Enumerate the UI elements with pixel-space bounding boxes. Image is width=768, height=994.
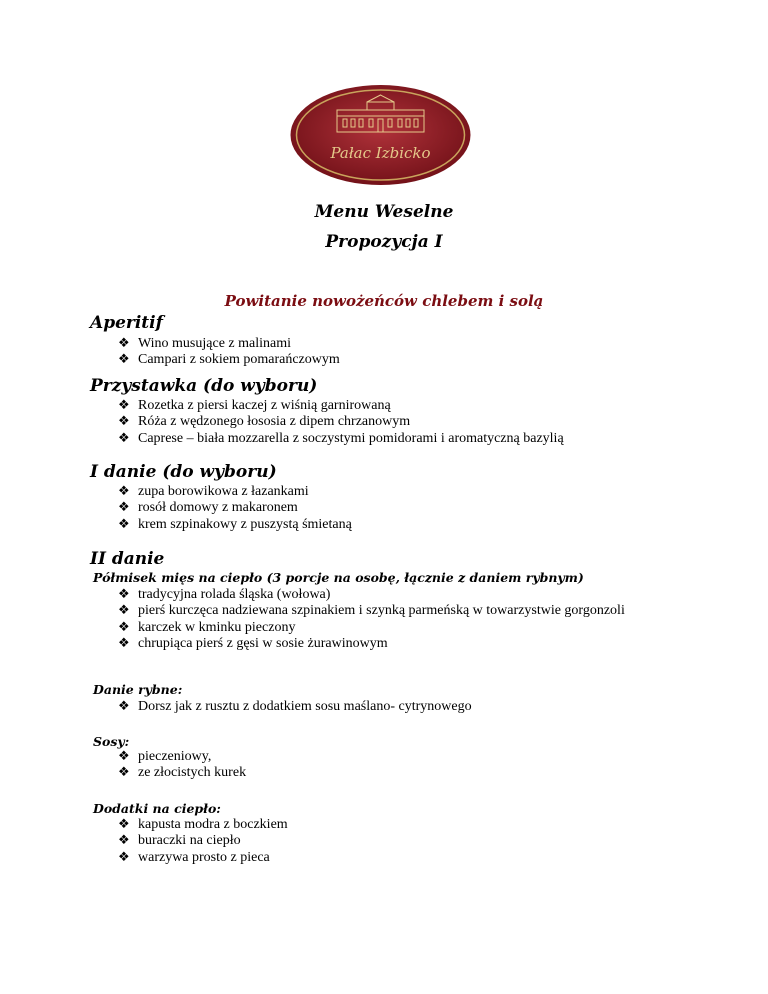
diamond-bullet-icon: ❖ <box>118 699 130 714</box>
diamond-bullet-icon: ❖ <box>118 817 130 832</box>
subheading-sides: Dodatki na ciepło: <box>93 801 221 816</box>
list-item: ❖ zupa borowikowa z łazankami <box>118 484 309 499</box>
list-item: ❖ rosół domowy z makaronem <box>118 500 298 516</box>
list-item: ❖ Campari z sokiem pomarańczowym <box>118 352 340 368</box>
section-heading-second-course: II danie <box>90 549 165 569</box>
sauces-list <box>118 749 658 782</box>
page-title: Menu Weselne <box>314 202 454 222</box>
list-item: ❖ pierś kurczęca nadziewana szpinakiem i szynką parmeńską w towarzystwie gorgonzoli <box>118 603 625 619</box>
diamond-bullet-icon: ❖ <box>118 352 130 368</box>
list-item: ❖ pieczeniowy, <box>118 749 212 764</box>
fish-list <box>118 699 658 715</box>
diamond-bullet-icon: ❖ <box>118 765 130 781</box>
diamond-bullet-icon: ❖ <box>118 636 130 652</box>
diamond-bullet-icon: ❖ <box>118 484 130 499</box>
list-item: ❖ warzywa prosto z pieca <box>118 849 270 865</box>
welcome-line: Powitanie nowożeńców chlebem i solą <box>224 292 544 310</box>
list-item: ❖ krem szpinakowy z puszystą śmietaną <box>118 516 352 532</box>
list-item: ❖ kapusta modra z boczkiem <box>118 817 288 832</box>
diamond-bullet-icon: ❖ <box>118 336 130 351</box>
diamond-bullet-icon: ❖ <box>118 849 130 865</box>
diamond-bullet-icon: ❖ <box>118 603 130 619</box>
subheading-sauces: Sosy: <box>93 734 130 749</box>
list-item: ❖ Wino musujące z malinami <box>118 336 292 351</box>
list-item: ❖ Róża z wędzonego łososia z dipem chrzanowym <box>118 414 411 430</box>
diamond-bullet-icon: ❖ <box>118 833 130 849</box>
diamond-bullet-icon: ❖ <box>118 749 130 764</box>
first-course-list <box>118 484 658 533</box>
sides-list <box>118 817 658 866</box>
section-heading-first-course: I danie (do wyboru) <box>90 462 277 482</box>
list-item: ❖ Rozetka z piersi kaczej z wiśnią garnirowaną <box>118 398 391 413</box>
list-item: ❖ chrupiąca pierś z gęsi w sosie żurawinowym <box>118 636 388 652</box>
diamond-bullet-icon: ❖ <box>118 619 130 635</box>
starter-list <box>118 398 658 447</box>
palac-izbicko-logo <box>289 84 472 186</box>
list-item: ❖ karczek w kminku pieczony <box>118 619 296 635</box>
diamond-bullet-icon: ❖ <box>118 500 130 516</box>
diamond-bullet-icon: ❖ <box>118 398 130 413</box>
logo-text: Pałac Izbicko <box>330 144 431 162</box>
list-item: ❖ ze złocistych kurek <box>118 765 247 781</box>
list-item: ❖ Dorsz jak z rusztu z dodatkiem sosu maślano- cytrynowego <box>118 699 472 714</box>
diamond-bullet-icon: ❖ <box>118 516 130 532</box>
list-item: ❖ tradycyjna rolada śląska (wołowa) <box>118 587 331 602</box>
page-subtitle: Propozycja I <box>325 232 443 252</box>
subheading-meat-platter: Półmisek mięs na ciepło (3 porcje na osobę, łącznie z daniem rybnym) <box>93 570 584 585</box>
diamond-bullet-icon: ❖ <box>118 430 130 446</box>
subheading-fish: Danie rybne: <box>93 682 183 697</box>
aperitif-list <box>118 336 658 369</box>
second-course-list <box>118 587 658 653</box>
diamond-bullet-icon: ❖ <box>118 414 130 430</box>
list-item: ❖ buraczki na ciepło <box>118 833 241 849</box>
list-item: ❖ Caprese – biała mozzarella z soczystymi pomidorami i aromatyczną bazylią <box>118 430 564 446</box>
section-heading-starter: Przystawka (do wyboru) <box>90 376 318 396</box>
section-heading-aperitif: Aperitif <box>90 313 163 333</box>
diamond-bullet-icon: ❖ <box>118 587 130 602</box>
